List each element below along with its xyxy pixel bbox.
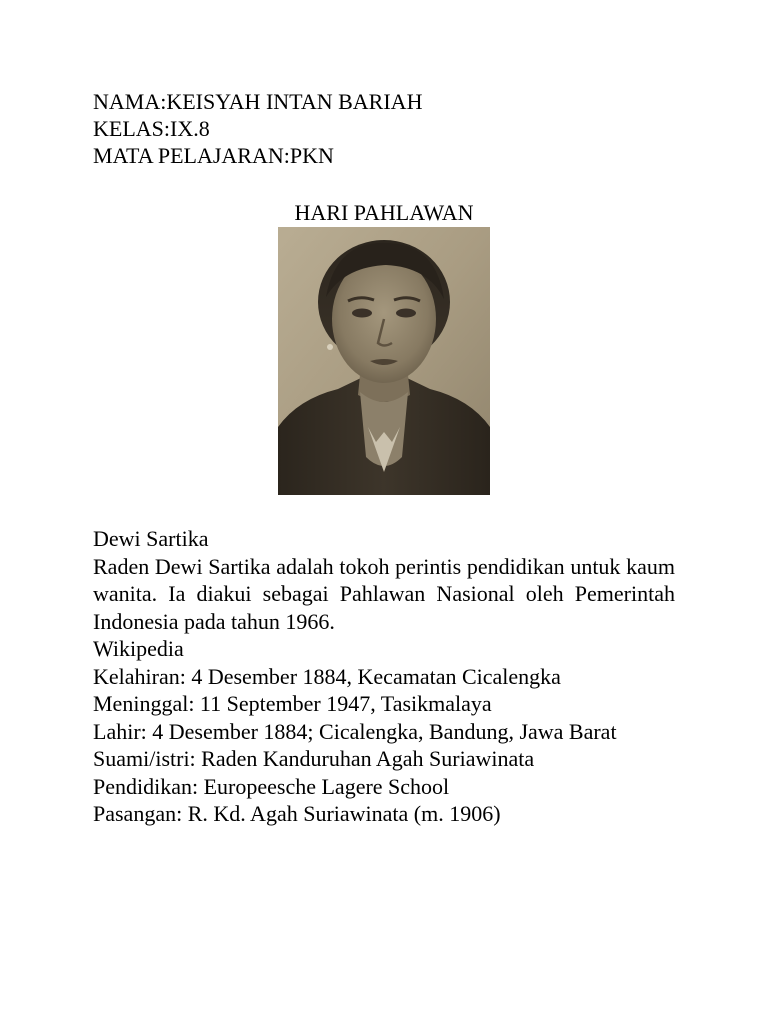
biography [93, 525, 675, 828]
student-header [93, 88, 422, 169]
fact-partner: Pasangan: R. Kd. Agah Suriawinata (m. 1906) [93, 801, 501, 826]
fact-education: Pendidikan: Europeesche Lagere School [93, 773, 450, 799]
student-name: NAMA:KEISYAH INTAN BARIAH [93, 89, 423, 114]
subject: MATA PELAJARAN:PKN [93, 143, 334, 168]
biography-heading: Dewi Sartika [93, 526, 209, 551]
student-class: KELAS:IX.8 [93, 116, 210, 141]
fact-born: Lahir: 4 Desember 1884; Cicalengka, Bandung, Jawa Barat [93, 718, 617, 744]
page-title: HARI PAHLAWAN [294, 200, 474, 225]
fact-spouse: Suami/istri: Raden Kanduruhan Agah Suriawinata [93, 746, 535, 771]
source-label: Wikipedia [93, 636, 184, 661]
fact-birth-place: Kelahiran: 4 Desember 1884, Kecamatan Cicalengka [93, 663, 561, 689]
fact-death: Meninggal: 11 September 1947, Tasikmalaya [93, 691, 492, 716]
portrait-photo-icon [278, 227, 490, 495]
biography-description: Raden Dewi Sartika adalah tokoh perintis pendidikan untuk kaum wanita. Ia diakui sebagai Pahlawan Nasional oleh Pemerintah Indonesia pada tahun 1966. [93, 553, 675, 634]
